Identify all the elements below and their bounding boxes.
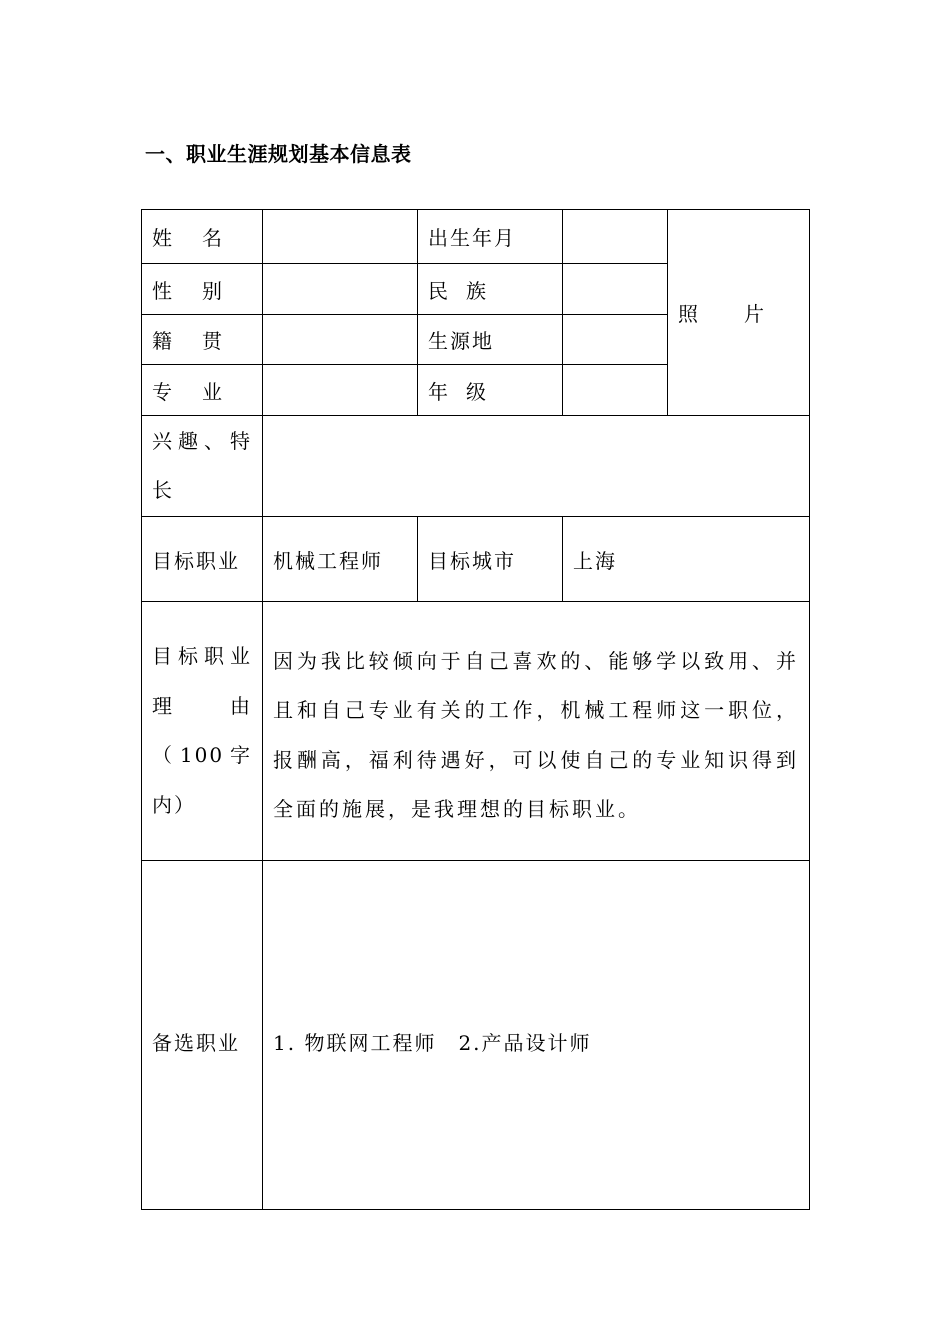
birth-value[interactable]: [563, 210, 668, 264]
ethnicity-label-a: 民: [428, 278, 450, 303]
ethnicity-value[interactable]: [563, 264, 668, 315]
reason-label: 目标职业理由（100字内）: [142, 602, 263, 861]
photo-label-a: 照: [678, 302, 700, 326]
page-title: 一、职业生涯规划基本信息表: [145, 142, 412, 166]
name-label: [142, 210, 263, 264]
grade-label: [418, 365, 563, 416]
photo-label-b: 片: [744, 302, 766, 326]
career-info-table: [141, 209, 810, 1210]
reason-value-cell[interactable]: [263, 602, 810, 861]
row-reason: [142, 602, 810, 861]
name-label-a: 姓: [152, 226, 174, 250]
name-value[interactable]: [263, 210, 418, 264]
gender-label: [142, 264, 263, 315]
row-target: [142, 517, 810, 602]
row-alt-jobs: [142, 861, 810, 1210]
interests-value[interactable]: [263, 416, 810, 517]
gender-label-b: 别: [202, 278, 224, 303]
grade-label-a: 年: [428, 379, 450, 404]
interests-label: 兴趣、特长: [142, 416, 263, 517]
major-value[interactable]: [263, 365, 418, 416]
hometown-label-b: 贯: [202, 329, 224, 353]
reason-text: 因为我比较倾向于自己喜欢的、能够学以致用、并且和自己专业有关的工作，机械工程师这一职位，报酬高，福利待遇好，可以使自己的专业知识得到全面的施展，是我理想的目标职业。: [273, 648, 799, 821]
target-job-value[interactable]: 机械工程师: [263, 517, 418, 602]
major-label-a: 专: [152, 379, 174, 404]
birth-label: 出生年月: [418, 210, 563, 264]
ethnicity-label: [418, 264, 563, 315]
ethnicity-label-b: 族: [466, 278, 488, 303]
major-label: [142, 365, 263, 416]
gender-value[interactable]: [263, 264, 418, 315]
target-city-value[interactable]: 上海: [563, 517, 810, 602]
origin-value[interactable]: [563, 315, 668, 365]
major-label-b: 业: [202, 379, 224, 404]
hometown-label-a: 籍: [152, 329, 174, 353]
name-label-b: 名: [202, 226, 224, 250]
origin-label: 生源地: [418, 315, 563, 365]
grade-label-b: 级: [466, 379, 488, 404]
gender-label-a: 性: [152, 278, 174, 303]
alt-job-value[interactable]: 1. 物联网工程师 2.产品设计师: [263, 861, 810, 1210]
grade-value[interactable]: [563, 365, 668, 416]
hometown-label: [142, 315, 263, 365]
hometown-value[interactable]: [263, 315, 418, 365]
photo-cell[interactable]: [668, 210, 810, 416]
alt-job-label: 备选职业: [142, 861, 263, 1210]
target-city-label: 目标城市: [418, 517, 563, 602]
target-job-label: 目标职业: [142, 517, 263, 602]
row-name: [142, 210, 810, 264]
row-interests: [142, 416, 810, 517]
